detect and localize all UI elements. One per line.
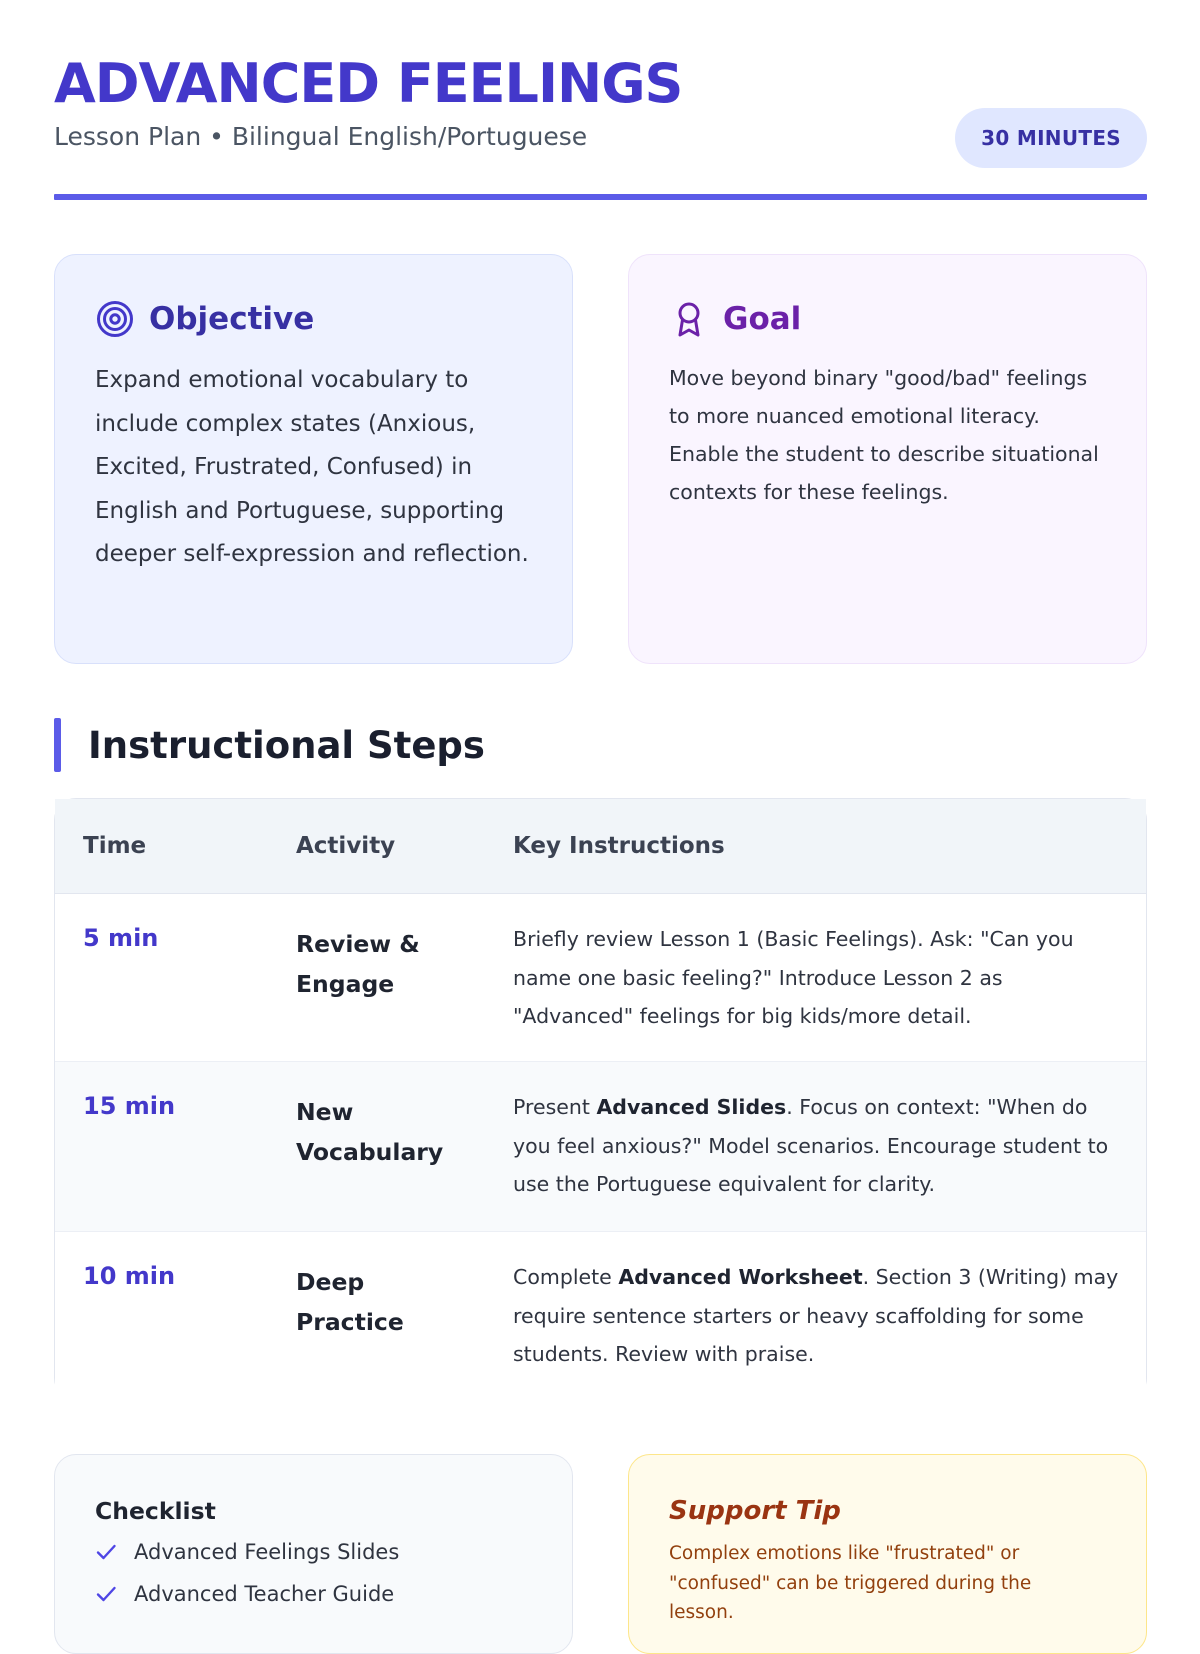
checklist-title: Checklist (95, 1497, 216, 1525)
row-time: 5 min (83, 924, 159, 952)
page-title: ADVANCED FEELINGS (54, 52, 683, 115)
instructions-text: . Section 3 (Writing) may require sentence starters or heavy scaffolding for some students. Review with praise. (513, 1265, 1119, 1366)
award-ribbon-icon (669, 299, 709, 339)
check-icon (95, 1583, 117, 1605)
goal-text: Move beyond binary "good/bad" feelings to more nuanced emotional literacy. Enable the student to describe situational contexts for these feelings. (669, 366, 1099, 504)
duration-badge: 30 MINUTES (955, 108, 1147, 168)
row-time: 10 min (83, 1262, 176, 1290)
row-instructions (513, 1258, 1123, 1374)
goal-card (628, 254, 1147, 664)
column-header-instructions: Key Instructions (513, 833, 725, 859)
row-activity: Deep Practice (296, 1268, 404, 1336)
instructions-highlight: Advanced Worksheet (618, 1265, 863, 1289)
section-title: Instructional Steps (88, 723, 485, 767)
support-tip-title: Support Tip (669, 1496, 841, 1526)
support-tip-card (628, 1454, 1147, 1654)
checklist-item-label: Advanced Teacher Guide (134, 1582, 395, 1606)
checklist-item (95, 1577, 532, 1611)
table-row (55, 1062, 1146, 1232)
row-time: 15 min (83, 1092, 176, 1120)
goal-title: Goal (723, 301, 802, 337)
checklist-item (95, 1535, 532, 1569)
section-accent-bar (54, 718, 61, 772)
instructions-text: Complete (513, 1265, 619, 1289)
instructions-text: Briefly review Lesson 1 (Basic Feelings). Ask: "Can you name one basic feeling?" Introduce Lesson 2 as "Advanced" feelings for big kids/more detail. (513, 927, 1074, 1028)
header-divider (54, 194, 1147, 200)
column-header-time: Time (83, 833, 147, 859)
table-row (55, 1232, 1146, 1400)
check-icon (95, 1541, 117, 1563)
checklist-item-label: Advanced Feelings Slides (134, 1540, 400, 1564)
instructional-steps-heading (54, 718, 485, 772)
checklist-card (54, 1454, 573, 1654)
row-activity: New Vocabulary (296, 1098, 444, 1166)
table-header (55, 799, 1146, 894)
page-subtitle: Lesson Plan • Bilingual English/Portuguese (54, 122, 588, 151)
table-row (55, 894, 1146, 1062)
objective-title: Objective (149, 301, 315, 337)
steps-table (54, 798, 1147, 1400)
objective-text: Expand emotional vocabulary to include complex states (Anxious, Excited, Frustrated, Confused) in English and Portuguese, supporting deeper self-expression and reflection. (95, 367, 529, 567)
page-header (54, 52, 1147, 154)
target-icon (95, 299, 135, 339)
objective-card (54, 254, 573, 664)
row-instructions (513, 920, 1123, 1036)
row-instructions (513, 1088, 1123, 1204)
instructions-text: . Focus on context: "When do you feel anxious?" Model scenarios. Encourage student to use the Portuguese equivalent for clarity. (513, 1095, 1109, 1196)
instructions-highlight: Advanced Slides (596, 1095, 787, 1119)
instructions-text: Present (513, 1095, 597, 1119)
support-tip-text: Complex emotions like "frustrated" or "confused" can be triggered during the lesson. (669, 1543, 1032, 1623)
column-header-activity: Activity (296, 833, 396, 859)
row-activity: Review & Engage (296, 930, 420, 998)
